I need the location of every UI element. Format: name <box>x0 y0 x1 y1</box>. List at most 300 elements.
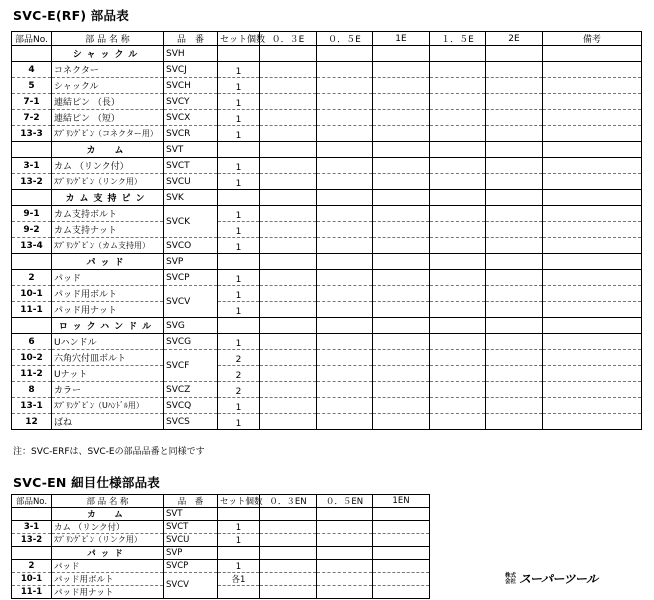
size-cell <box>317 302 373 318</box>
part-code-cell: SVT <box>164 508 218 521</box>
part-number-cell: 11-1 <box>12 585 52 598</box>
column-header: セット個数 <box>218 32 260 46</box>
part-name-cell: カム支持ボルト <box>52 206 164 222</box>
size-cell <box>317 366 373 382</box>
size-cell <box>373 334 430 350</box>
size-cell <box>486 206 543 222</box>
size-cell <box>430 334 486 350</box>
size-cell <box>486 142 543 158</box>
part-code-cell: SVK <box>164 190 218 206</box>
table-row <box>12 158 642 174</box>
part-name-cell: ばね <box>52 414 164 430</box>
size-cell <box>260 585 317 598</box>
size-cell <box>317 206 373 222</box>
part-name-cell: パッド <box>52 270 164 286</box>
group-header-row <box>12 318 642 334</box>
part-code-cell: SVCH <box>164 78 218 94</box>
column-header: 部品No. <box>12 495 52 508</box>
part-number-cell <box>12 142 52 158</box>
size-cell <box>430 270 486 286</box>
size-cell <box>317 508 373 521</box>
table-row <box>12 286 642 302</box>
column-header: １．５E <box>430 32 486 46</box>
size-cell <box>543 302 642 318</box>
part-code-cell: SVCP <box>164 270 218 286</box>
size-cell <box>317 350 373 366</box>
part-name-cell: パッド用ナット <box>52 585 164 598</box>
part-code-cell: SVCV <box>164 286 218 318</box>
size-cell <box>543 382 642 398</box>
set-count-cell <box>218 585 260 598</box>
size-cell <box>260 206 317 222</box>
size-cell <box>317 110 373 126</box>
part-number-cell: 13-4 <box>12 238 52 254</box>
column-header: ０．３E <box>260 32 317 46</box>
table-row <box>12 126 642 142</box>
table-row <box>12 334 642 350</box>
size-cell <box>317 559 373 572</box>
size-cell <box>260 559 317 572</box>
set-count-cell: 1 <box>218 521 260 534</box>
size-cell <box>430 414 486 430</box>
en-parts-table <box>11 494 430 599</box>
size-cell <box>373 572 430 585</box>
size-cell <box>430 46 486 62</box>
part-code-cell: SVCV <box>164 572 218 598</box>
size-cell <box>486 398 543 414</box>
column-header: 部 品 名 称 <box>52 32 164 46</box>
table-row <box>12 110 642 126</box>
size-cell <box>260 94 317 110</box>
part-number-cell: 5 <box>12 78 52 94</box>
size-cell <box>260 534 317 547</box>
size-cell <box>543 126 642 142</box>
part-name-cell: パッド用ナット <box>52 302 164 318</box>
part-name-cell: パッド <box>52 559 164 572</box>
part-code-cell: SVCF <box>164 350 218 382</box>
part-number-cell: 10-2 <box>12 350 52 366</box>
size-cell <box>486 302 543 318</box>
size-cell <box>317 534 373 547</box>
part-name-cell: カ ム <box>52 142 164 158</box>
column-header: 部品No. <box>12 32 52 46</box>
part-number-cell <box>12 508 52 521</box>
size-cell <box>317 398 373 414</box>
table-row <box>12 572 430 585</box>
size-cell <box>543 318 642 334</box>
size-cell <box>373 254 430 270</box>
part-number-cell: 9-1 <box>12 206 52 222</box>
part-number-cell <box>12 318 52 334</box>
table-row <box>12 62 642 78</box>
part-name-cell: ｽﾌﾟﾘﾝｸﾞﾋﾟﾝ（Uﾊﾝﾄﾞﾙ用） <box>52 398 164 414</box>
footnote: 注：SVC-ERFは、SVC-Eの部品品番と同様です <box>13 447 205 457</box>
part-name-cell: シャックル <box>52 78 164 94</box>
size-cell <box>486 110 543 126</box>
part-number-cell: 13-1 <box>12 398 52 414</box>
table-row <box>12 414 642 430</box>
size-cell <box>373 508 430 521</box>
set-count-cell: 1 <box>218 398 260 414</box>
part-number-cell <box>12 46 52 62</box>
logo-brand: スーパーツール <box>519 572 598 586</box>
size-cell <box>317 414 373 430</box>
part-code-cell: SVCU <box>164 174 218 190</box>
column-header: 2E <box>486 32 543 46</box>
part-name-cell: カラー <box>52 382 164 398</box>
part-number-cell: 4 <box>12 62 52 78</box>
size-cell <box>430 382 486 398</box>
set-count-cell: 1 <box>218 110 260 126</box>
size-cell <box>373 110 430 126</box>
size-cell <box>373 318 430 334</box>
part-code-cell: SVT <box>164 142 218 158</box>
size-cell <box>486 382 543 398</box>
part-number-cell: 3-1 <box>12 158 52 174</box>
group-header-row <box>12 546 430 559</box>
size-cell <box>317 238 373 254</box>
part-code-cell: SVCQ <box>164 398 218 414</box>
group-header-row <box>12 142 642 158</box>
part-name-cell: コネクター <box>52 62 164 78</box>
set-count-cell: 1 <box>218 78 260 94</box>
parts-table-header <box>12 32 642 46</box>
size-cell <box>373 158 430 174</box>
size-cell <box>373 222 430 238</box>
size-cell <box>543 94 642 110</box>
size-cell <box>373 398 430 414</box>
table-row <box>12 350 642 366</box>
size-cell <box>260 318 317 334</box>
size-cell <box>430 94 486 110</box>
part-number-cell: 13-3 <box>12 126 52 142</box>
part-name-cell: ｽﾌﾟﾘﾝｸﾞﾋﾟﾝ（カム支持用） <box>52 238 164 254</box>
size-cell <box>373 94 430 110</box>
size-cell <box>543 174 642 190</box>
column-header: セット個数 <box>218 495 260 508</box>
set-count-cell: 2 <box>218 350 260 366</box>
size-cell <box>317 222 373 238</box>
size-cell <box>317 334 373 350</box>
size-cell <box>486 62 543 78</box>
size-cell <box>373 286 430 302</box>
size-cell <box>373 78 430 94</box>
set-count-cell: 1 <box>218 206 260 222</box>
size-cell <box>430 286 486 302</box>
size-cell <box>430 302 486 318</box>
size-cell <box>260 382 317 398</box>
set-count-cell: 1 <box>218 334 260 350</box>
set-count-cell: 1 <box>218 94 260 110</box>
size-cell <box>543 142 642 158</box>
size-cell <box>317 286 373 302</box>
part-number-cell: 8 <box>12 382 52 398</box>
size-cell <box>373 126 430 142</box>
part-code-cell: SVH <box>164 46 218 62</box>
part-code-cell: SVCU <box>164 534 218 547</box>
set-count-cell: 2 <box>218 382 260 398</box>
part-name-cell: カム支持ナット <box>52 222 164 238</box>
size-cell <box>430 222 486 238</box>
part-name-cell: ｽﾌﾟﾘﾝｸﾞﾋﾟﾝ（リンク用） <box>52 174 164 190</box>
size-cell <box>486 286 543 302</box>
size-cell <box>486 94 543 110</box>
size-cell <box>373 270 430 286</box>
size-cell <box>260 46 317 62</box>
column-header: 部 品 名 称 <box>52 495 164 508</box>
set-count-cell <box>218 254 260 270</box>
part-number-cell: 7-2 <box>12 110 52 126</box>
size-cell <box>260 126 317 142</box>
size-cell <box>373 174 430 190</box>
size-cell <box>486 366 543 382</box>
size-cell <box>543 334 642 350</box>
set-count-cell: 1 <box>218 222 260 238</box>
set-count-cell: 1 <box>218 534 260 547</box>
en-parts-table-title: SVC-EN 細目仕様部品表 <box>13 475 160 490</box>
en-parts-table-header <box>12 495 430 508</box>
part-code-cell: SVCT <box>164 158 218 174</box>
column-header: 1E <box>373 32 430 46</box>
size-cell <box>373 546 430 559</box>
part-name-cell: カム （リンク付） <box>52 158 164 174</box>
group-header-row <box>12 508 430 521</box>
table-row <box>12 238 642 254</box>
size-cell <box>317 382 373 398</box>
set-count-cell: 1 <box>218 270 260 286</box>
part-name-cell: カ ム <box>52 508 164 521</box>
size-cell <box>317 572 373 585</box>
size-cell <box>260 158 317 174</box>
part-name-cell: 連結ピン （短） <box>52 110 164 126</box>
size-cell <box>260 366 317 382</box>
size-cell <box>486 222 543 238</box>
size-cell <box>430 190 486 206</box>
size-cell <box>260 508 317 521</box>
size-cell <box>486 238 543 254</box>
size-cell <box>430 350 486 366</box>
column-header: ０．５EN <box>317 495 373 508</box>
size-cell <box>430 238 486 254</box>
size-cell <box>373 521 430 534</box>
part-number-cell: 12 <box>12 414 52 430</box>
column-header: 1EN <box>373 495 430 508</box>
part-code-cell: SVP <box>164 546 218 559</box>
part-number-cell: 2 <box>12 270 52 286</box>
size-cell <box>317 546 373 559</box>
size-cell <box>486 190 543 206</box>
size-cell <box>317 142 373 158</box>
size-cell <box>430 206 486 222</box>
table-row <box>12 302 642 318</box>
part-code-cell: SVG <box>164 318 218 334</box>
set-count-cell: 1 <box>218 238 260 254</box>
size-cell <box>543 158 642 174</box>
part-code-cell: SVCX <box>164 110 218 126</box>
size-cell <box>430 110 486 126</box>
size-cell <box>317 254 373 270</box>
column-header: ０．５E <box>317 32 373 46</box>
table-row <box>12 585 430 598</box>
size-cell <box>260 238 317 254</box>
set-count-cell: 1 <box>218 62 260 78</box>
size-cell <box>317 174 373 190</box>
size-cell <box>543 206 642 222</box>
part-number-cell: 2 <box>12 559 52 572</box>
table-row <box>12 94 642 110</box>
size-cell <box>317 318 373 334</box>
size-cell <box>543 222 642 238</box>
part-name-cell: カム （リンク付） <box>52 521 164 534</box>
part-code-cell: SVCP <box>164 559 218 572</box>
size-cell <box>260 270 317 286</box>
part-number-cell: 11-1 <box>12 302 52 318</box>
size-cell <box>486 350 543 366</box>
size-cell <box>317 94 373 110</box>
part-number-cell: 13-2 <box>12 534 52 547</box>
set-count-cell: 1 <box>218 158 260 174</box>
set-count-cell: 2 <box>218 366 260 382</box>
size-cell <box>543 238 642 254</box>
set-count-cell <box>218 546 260 559</box>
table-row <box>12 521 430 534</box>
size-cell <box>260 572 317 585</box>
size-cell <box>430 62 486 78</box>
part-name-cell: パッド <box>52 254 164 270</box>
size-cell <box>373 534 430 547</box>
table-row <box>12 382 642 398</box>
size-cell <box>430 174 486 190</box>
size-cell <box>543 78 642 94</box>
size-cell <box>317 158 373 174</box>
parts-table <box>11 31 642 430</box>
part-code-cell: SVCG <box>164 334 218 350</box>
set-count-cell: 1 <box>218 126 260 142</box>
column-header: 品 番 <box>164 32 218 46</box>
table-row <box>12 366 642 382</box>
size-cell <box>317 190 373 206</box>
size-cell <box>373 206 430 222</box>
part-code-cell: SVCY <box>164 94 218 110</box>
size-cell <box>373 142 430 158</box>
size-cell <box>260 254 317 270</box>
size-cell <box>260 546 317 559</box>
size-cell <box>373 238 430 254</box>
table-row <box>12 534 430 547</box>
size-cell <box>373 46 430 62</box>
size-cell <box>373 350 430 366</box>
part-name-cell: シャックル <box>52 46 164 62</box>
size-cell <box>260 414 317 430</box>
part-number-cell: 10-1 <box>12 572 52 585</box>
size-cell <box>486 126 543 142</box>
part-name-cell: Uナット <box>52 366 164 382</box>
part-name-cell: カム支持ピン <box>52 190 164 206</box>
parts-table-title: SVC-E(RF) 部品表 <box>13 8 129 23</box>
size-cell <box>317 62 373 78</box>
part-number-cell <box>12 254 52 270</box>
table-row <box>12 174 642 190</box>
set-count-cell <box>218 318 260 334</box>
size-cell <box>430 318 486 334</box>
size-cell <box>430 158 486 174</box>
part-name-cell: ロックハンドル <box>52 318 164 334</box>
part-code-cell: SVCR <box>164 126 218 142</box>
size-cell <box>486 254 543 270</box>
size-cell <box>430 126 486 142</box>
size-cell <box>317 585 373 598</box>
size-cell <box>486 78 543 94</box>
parts-table-body <box>12 46 642 430</box>
size-cell <box>543 286 642 302</box>
size-cell <box>317 270 373 286</box>
size-cell <box>317 46 373 62</box>
table-row <box>12 559 430 572</box>
size-cell <box>373 585 430 598</box>
size-cell <box>260 62 317 78</box>
part-number-cell: 3-1 <box>12 521 52 534</box>
size-cell <box>543 62 642 78</box>
part-code-cell: SVCS <box>164 414 218 430</box>
size-cell <box>317 78 373 94</box>
part-number-cell: 10-1 <box>12 286 52 302</box>
size-cell <box>430 254 486 270</box>
size-cell <box>373 62 430 78</box>
part-number-cell <box>12 190 52 206</box>
size-cell <box>260 190 317 206</box>
size-cell <box>430 366 486 382</box>
size-cell <box>373 190 430 206</box>
size-cell <box>486 318 543 334</box>
size-cell <box>543 270 642 286</box>
table-row <box>12 78 642 94</box>
part-name-cell: 連結ピン （長） <box>52 94 164 110</box>
set-count-cell <box>218 142 260 158</box>
size-cell <box>260 110 317 126</box>
table-row <box>12 398 642 414</box>
en-parts-table-body <box>12 508 430 599</box>
size-cell <box>317 521 373 534</box>
size-cell <box>260 334 317 350</box>
group-header-row <box>12 190 642 206</box>
table-row <box>12 206 642 222</box>
size-cell <box>430 142 486 158</box>
set-count-cell: 1 <box>218 414 260 430</box>
part-name-cell: パッド用ボルト <box>52 286 164 302</box>
size-cell <box>543 414 642 430</box>
size-cell <box>260 521 317 534</box>
part-name-cell: ｽﾌﾟﾘﾝｸﾞﾋﾟﾝ（コネクター用） <box>52 126 164 142</box>
size-cell <box>486 414 543 430</box>
part-name-cell: パッド <box>52 546 164 559</box>
size-cell <box>260 350 317 366</box>
part-number-cell: 6 <box>12 334 52 350</box>
column-header: 品 番 <box>164 495 218 508</box>
table-row <box>12 222 642 238</box>
company-logo <box>505 570 598 587</box>
part-code-cell: SVCJ <box>164 62 218 78</box>
part-number-cell: 9-2 <box>12 222 52 238</box>
size-cell <box>543 350 642 366</box>
part-code-cell: SVCZ <box>164 382 218 398</box>
size-cell <box>373 302 430 318</box>
part-name-cell: ｽﾌﾟﾘﾝｸﾞﾋﾟﾝ（リンク用） <box>52 534 164 547</box>
set-count-cell: 1 <box>218 302 260 318</box>
size-cell <box>260 286 317 302</box>
part-code-cell: SVCO <box>164 238 218 254</box>
size-cell <box>486 334 543 350</box>
part-code-cell: SVCT <box>164 521 218 534</box>
